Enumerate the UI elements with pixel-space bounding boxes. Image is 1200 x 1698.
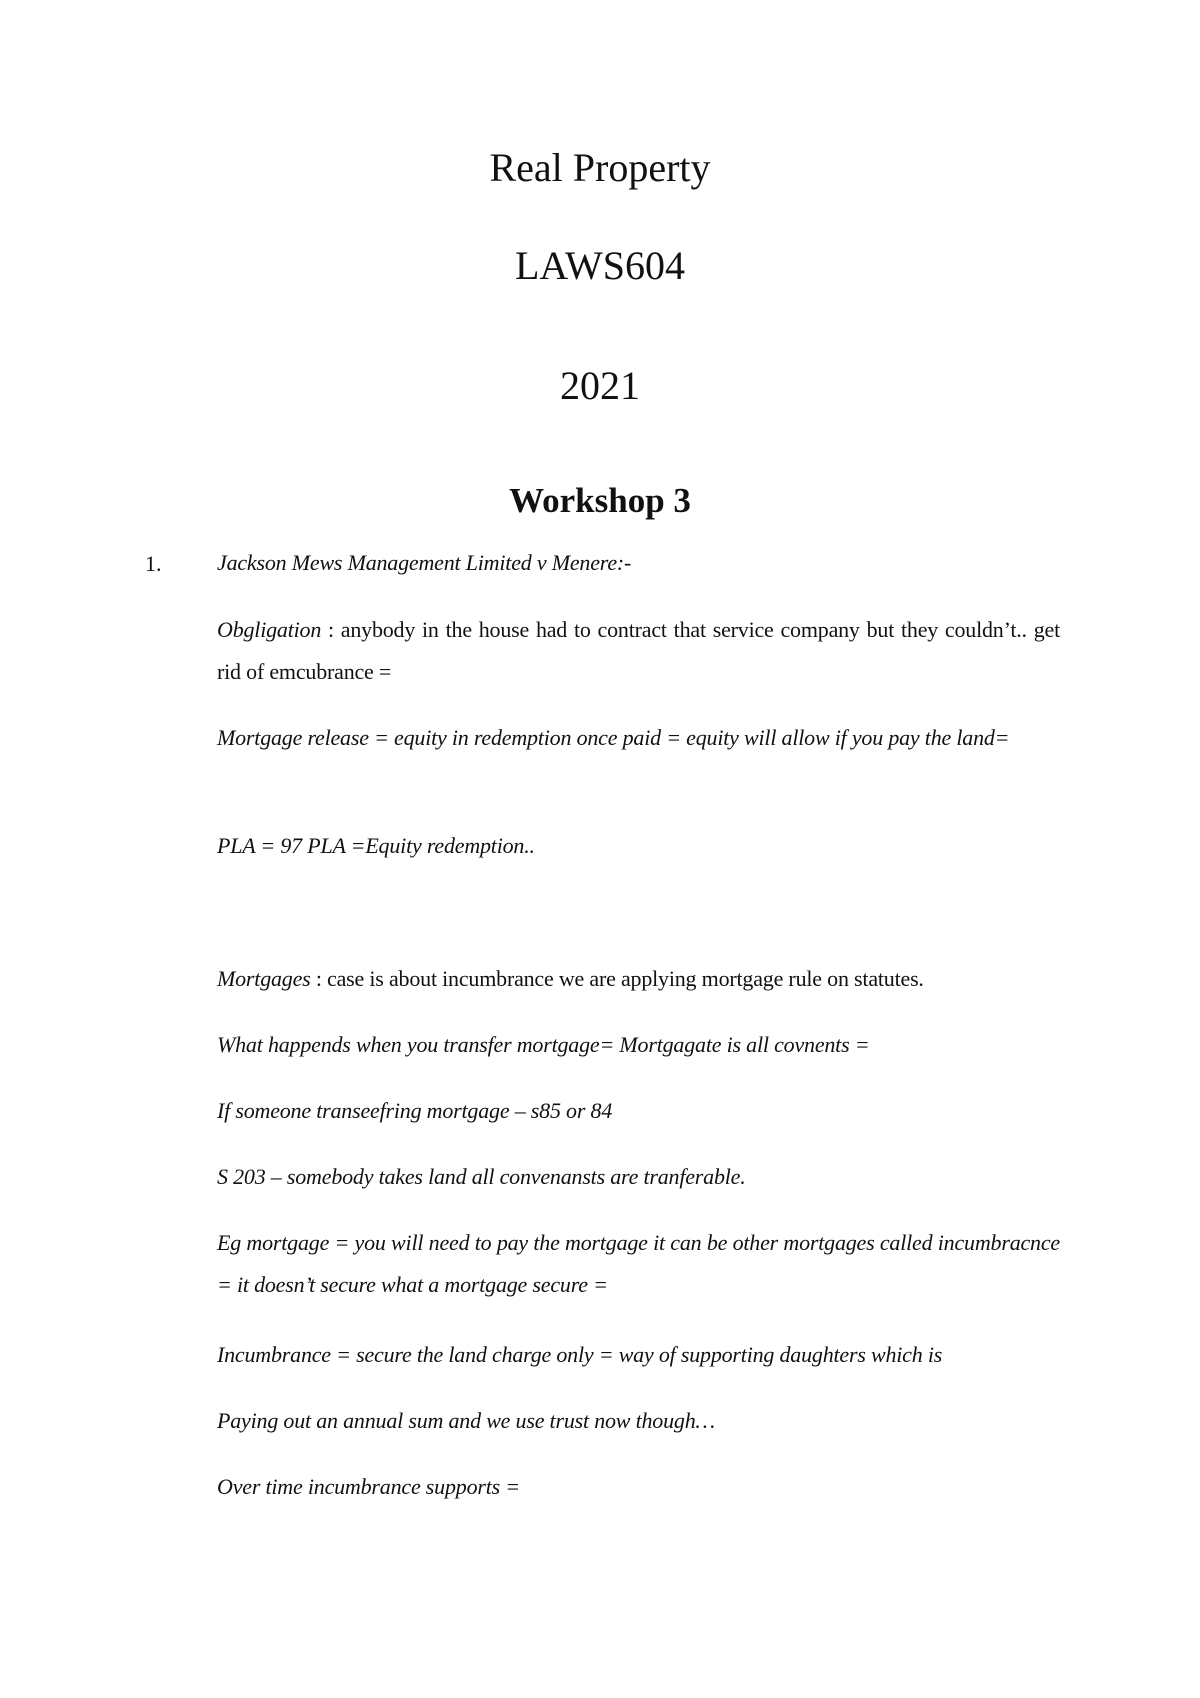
note-paragraph	[217, 1400, 1060, 1442]
note-paragraph	[217, 717, 1060, 759]
note-italic: Eg mortgage = you will need to pay the mortgage it can be other mortgages called incumbracnce = it doesn’t secure what a mortgage secure =	[217, 1230, 1060, 1297]
note-plain: : anybody in the house had to contract that service company but they couldn’t.. get rid of emcubrance =	[217, 617, 1060, 684]
case-name-text: Jackson Mews Management Limited v Menere:-	[217, 550, 632, 575]
note-paragraph	[217, 958, 1060, 1000]
note-italic: Mortgage release = equity in redemption once paid = equity will allow if you pay the land=	[217, 725, 1010, 750]
note-italic: Obgligation	[217, 617, 322, 642]
note-italic: What happends when you transfer mortgage= Mortgagate is all covnents =	[217, 1032, 870, 1057]
note-plain: : case is about incumbrance we are applying mortgage rule on statutes.	[310, 966, 924, 991]
note-paragraph	[217, 1222, 1060, 1306]
document-title: Real Property	[489, 145, 711, 190]
note-italic: Paying out an annual sum and we use trust now though…	[217, 1408, 715, 1433]
document-year: 2021	[560, 363, 640, 408]
note-italic: Incumbrance = secure the land charge only = way of supporting daughters which is	[217, 1342, 943, 1367]
note-paragraph	[217, 609, 1060, 693]
case-name	[217, 543, 1060, 583]
note-paragraph	[217, 1334, 1060, 1376]
note-paragraph	[217, 1156, 1060, 1198]
note-italic: PLA = 97 PLA =Equity redemption..	[217, 833, 535, 858]
note-paragraph	[217, 1090, 1060, 1132]
course-code: LAWS604	[514, 243, 686, 288]
note-italic: If someone transeefring mortgage – s85 or 84	[217, 1098, 613, 1123]
note-italic: Mortgages	[217, 966, 311, 991]
note-paragraph	[217, 1466, 1060, 1508]
list-item-number: 1.	[145, 551, 162, 576]
note-italic: S 203 – somebody takes land all convenansts are tranferable.	[217, 1164, 746, 1189]
note-italic: Over time incumbrance supports =	[217, 1474, 520, 1499]
note-paragraph	[217, 1024, 1060, 1066]
note-paragraph	[217, 825, 1060, 867]
workshop-heading: Workshop 3	[509, 481, 691, 520]
